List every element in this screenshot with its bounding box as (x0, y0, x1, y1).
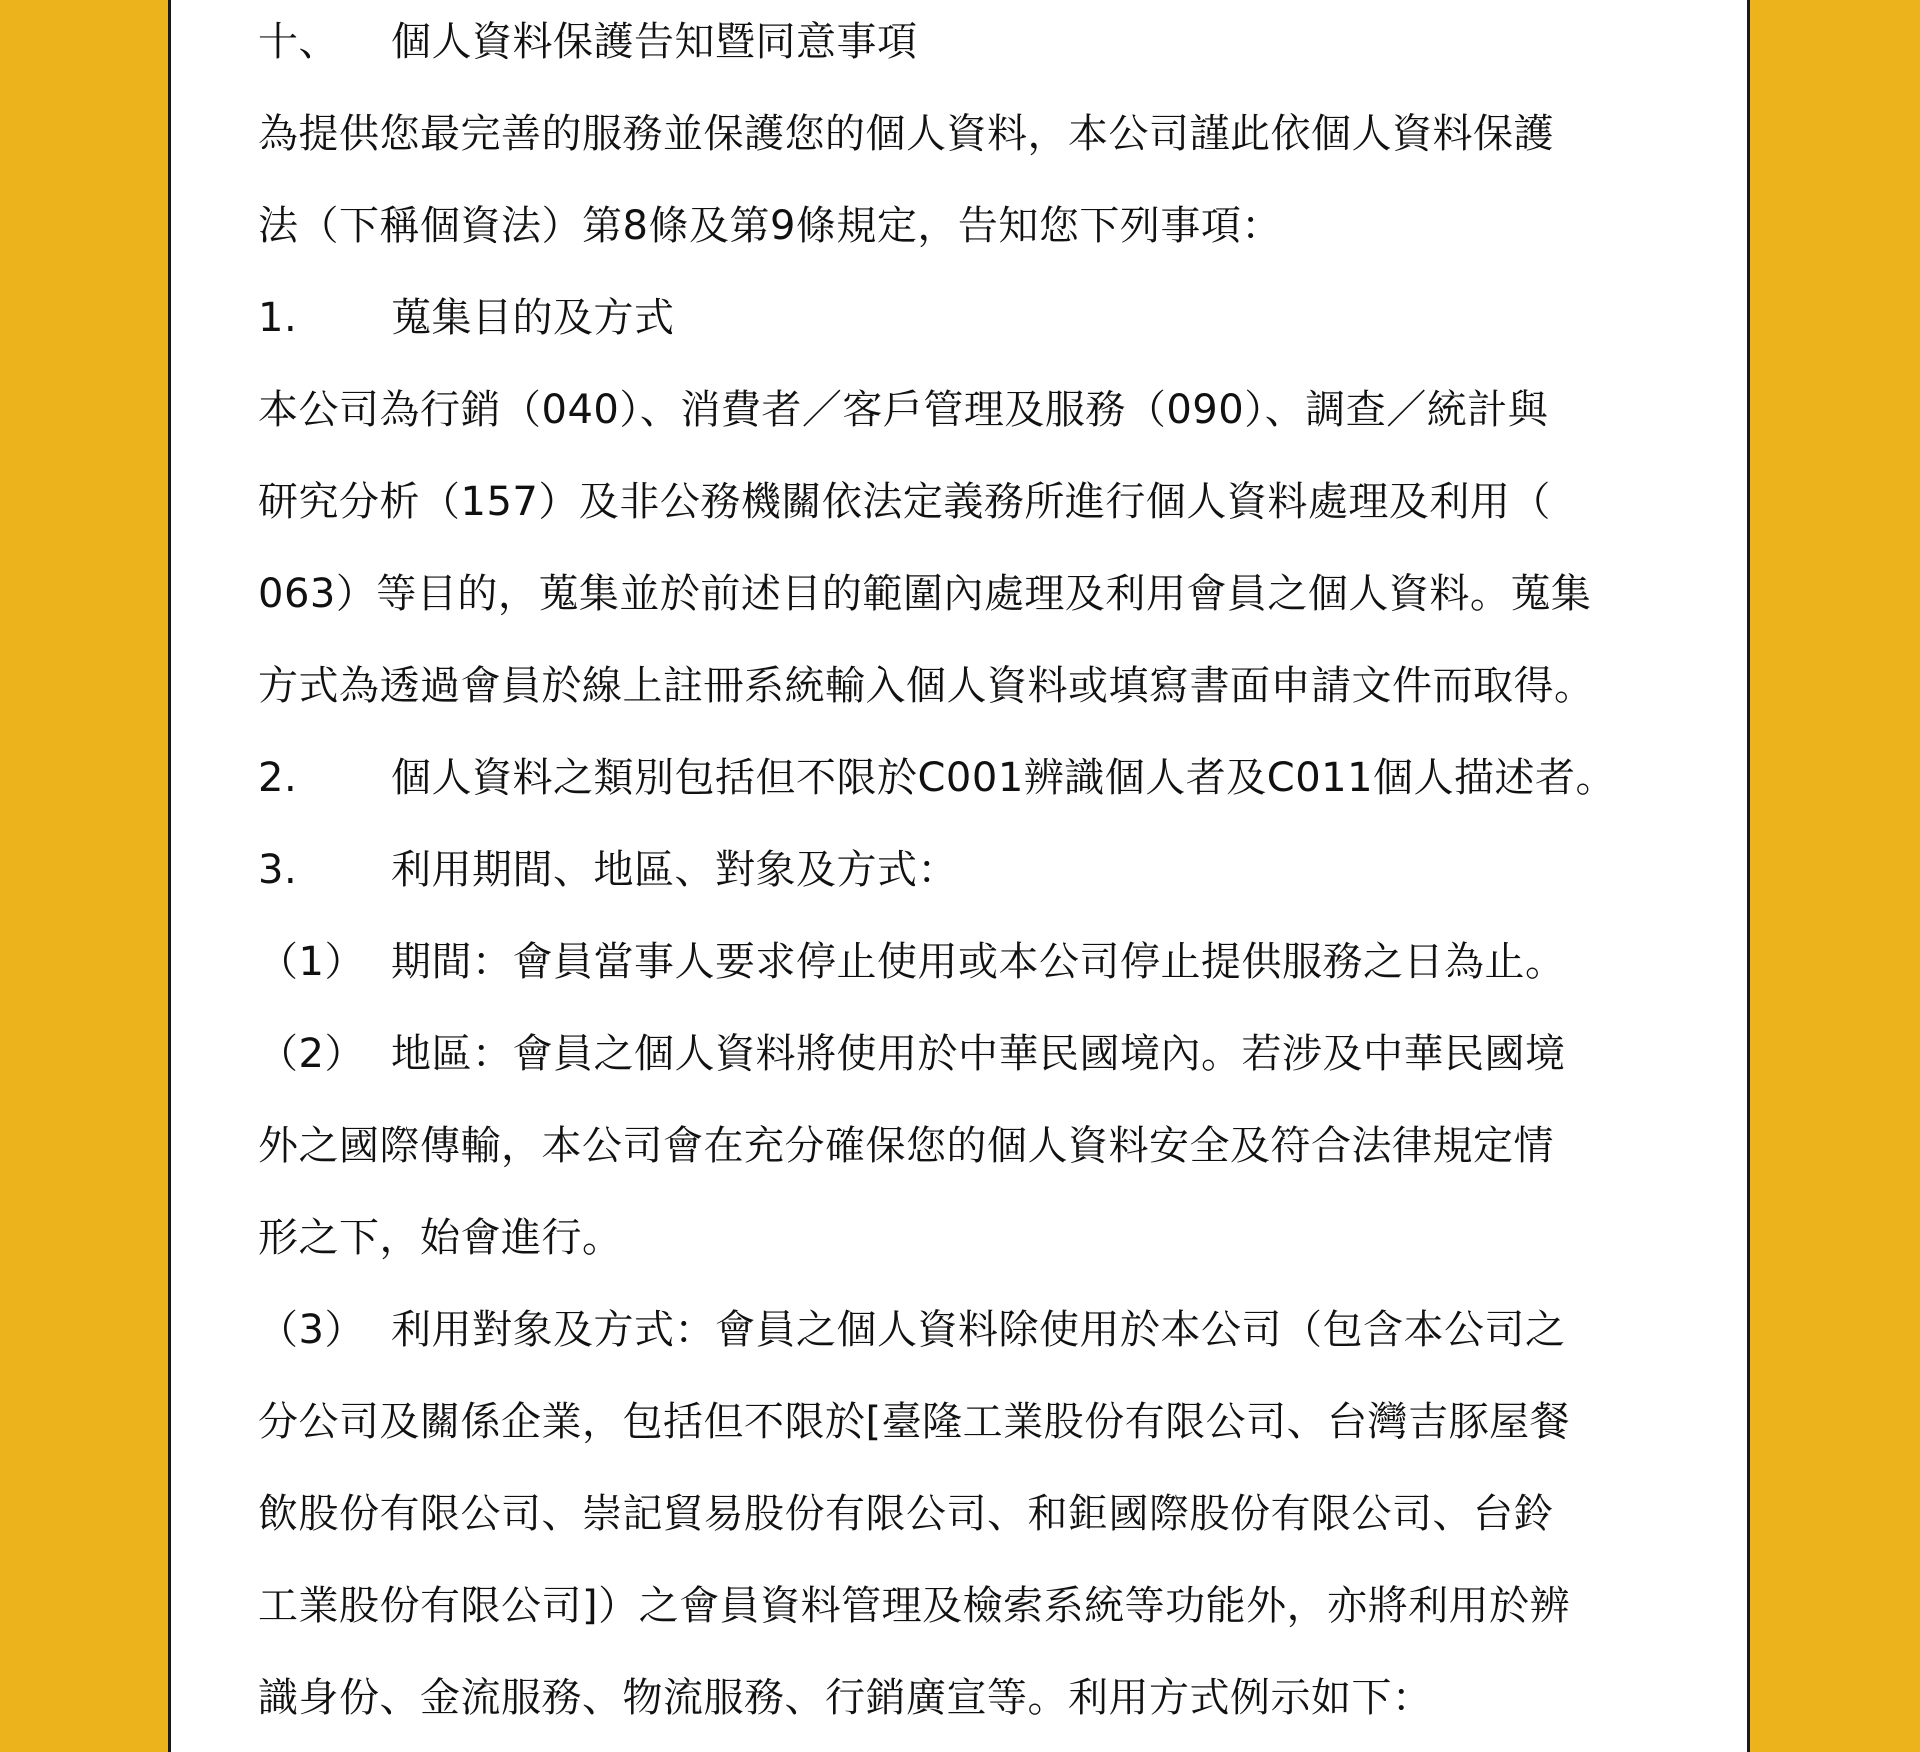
item1-heading (258, 288, 675, 348)
item1-line: 方式為透過會員於線上註冊系統輸入個人資料或填寫書面申請文件而取得。 (258, 663, 1595, 709)
item1-line: 本公司為行銷（040）、消費者／客戶管理及服務（090）、調查／統計與 (258, 387, 1549, 433)
sub3-text: 利用對象及方式：會員之個人資料除使用於本公司（包含本公司之 (391, 1307, 1566, 1353)
item3-heading (258, 840, 958, 900)
section-heading (258, 12, 918, 72)
sub3-line: 工業股份有限公司]）之會員資料管理及檢索系統等功能外，亦將利用於辨 (258, 1583, 1571, 1629)
item2 (258, 748, 1616, 808)
intro-line: 為提供您最完善的服務並保護您的個人資料，本公司謹此依個人資料保護 (258, 111, 1554, 157)
sub3-line: 飲股份有限公司、崇記貿易股份有限公司、和鉅國際股份有限公司、台鈴 (258, 1491, 1554, 1537)
intro-line: 法（下稱個資法）第8條及第9條規定，告知您下列事項： (258, 203, 1282, 249)
item3-sub1 (258, 932, 1566, 992)
item3-number: 3. (258, 847, 298, 893)
sub3-label: （3） (258, 1307, 365, 1353)
section-number: 十、 (258, 19, 339, 65)
sub3-line: 識身份、金流服務、物流服務、行銷廣宣等。利用方式例示如下： (258, 1675, 1433, 1721)
item3-sub2 (258, 1024, 1566, 1084)
sub3-line: 分公司及關係企業，包括但不限於[臺隆工業股份有限公司、台灣吉豚屋餐 (258, 1399, 1571, 1445)
item3-sub3 (258, 1300, 1566, 1360)
item1-number: 1. (258, 295, 298, 341)
sub1-label: （1） (258, 939, 365, 985)
document-page (168, 0, 1750, 1752)
item2-number: 2. (258, 755, 298, 801)
sub1-text: 期間：會員當事人要求停止使用或本公司停止提供服務之日為止。 (391, 939, 1566, 985)
item1-line: 研究分析（157）及非公務機關依法定義務所進行個人資料處理及利用（ (258, 479, 1551, 525)
section-title: 個人資料保護告知暨同意事項 (391, 19, 918, 65)
sub2-text: 地區：會員之個人資料將使用於中華民國境內。若涉及中華民國境 (391, 1031, 1566, 1077)
item2-text: 個人資料之類別包括但不限於C001辨識個人者及C011個人描述者。 (391, 755, 1617, 801)
sub2-line: 形之下，始會進行。 (258, 1215, 623, 1261)
item1-line: 063）等目的，蒐集並於前述目的範圍內處理及利用會員之個人資料。蒐集 (258, 571, 1592, 617)
sub2-label: （2） (258, 1031, 365, 1077)
sub2-line: 外之國際傳輸，本公司會在充分確保您的個人資料安全及符合法律規定情 (258, 1123, 1554, 1169)
item1-title: 蒐集目的及方式 (391, 295, 675, 341)
item3-title: 利用期間、地區、對象及方式： (391, 847, 958, 893)
